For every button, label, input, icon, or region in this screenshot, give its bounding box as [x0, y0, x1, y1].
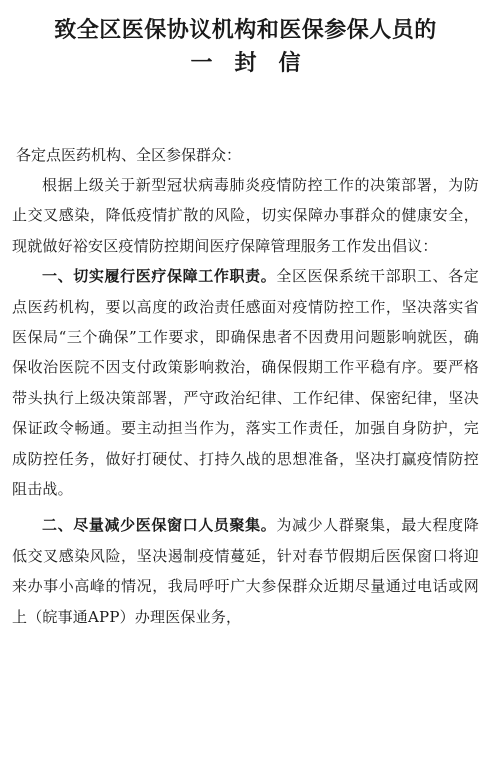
section-1-paragraph [12, 261, 479, 504]
greeting: 各定点医药机构、全区参保群众： [16, 146, 242, 164]
section-1-body: 全区医保系统干部职工、各定点医药机构，要以高度的政治责任感面对疫情防控工作，坚决落实省医保局“三个确保”工作要求，即确保患者不因费用问题影响就医，确保收治医院不因支付政策影响救治，确保假期工作平稳有序。要严格带头执行上级决策部署，严守政治纪律、工作纪律、保密纪律，坚决保证政令畅通。要主动担当作为，落实工作责任，加强自身防护，完成防控任务，做好打硬仗、打持久战的思想准备，坚决打赢疫情防控阻击战。 [12, 267, 479, 499]
section-2-paragraph [12, 510, 479, 632]
section-2-heading: 二、尽量减少医保窗口人员聚集。 [42, 516, 277, 535]
title-line-2: 一封信 [190, 51, 323, 76]
section-2-body: 为减少人群聚集，最大程度降低交叉感染风险，坚决遏制疫情蔓延，针对春节假期后医保窗口将迎来办事小高峰的情况，我局呼吁广大参保群众近期尽量通过电话或网上（皖事通APP）办理医保业务， [12, 516, 479, 626]
title-line-1: 致全区医保协议机构和医保参保人员的 [54, 18, 437, 43]
section-1-heading: 一、切实履行医疗保障工作职责。 [42, 267, 277, 286]
intro-paragraph: 根据上级关于新型冠状病毒肺炎疫情防控工作的决策部署，为防止交叉感染，降低疫情扩散的风险，切实保障办事群众的健康安全，现就做好裕安区疫情防控期间医疗保障管理服务工作发出倡议： [12, 176, 479, 255]
